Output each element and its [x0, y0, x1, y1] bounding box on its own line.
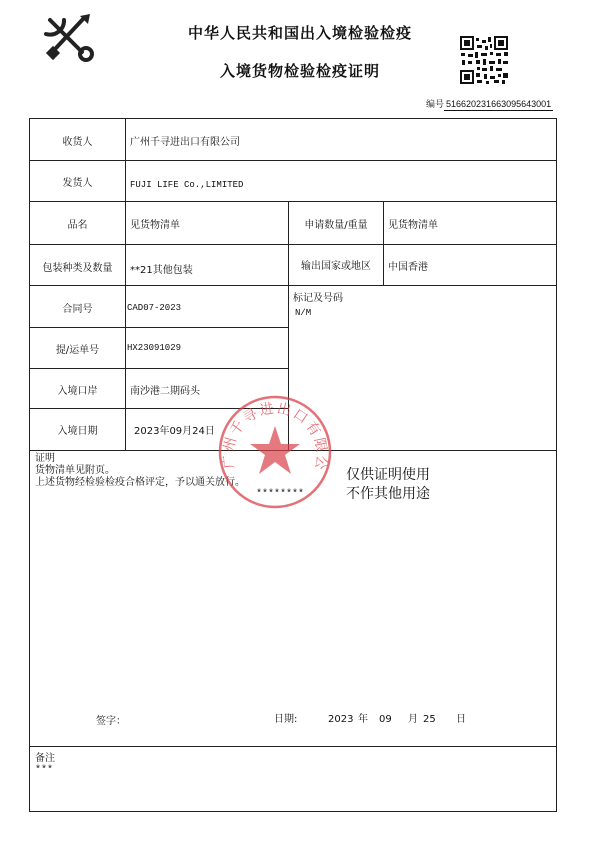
watermark-line-2: 不作其他用途 — [346, 486, 430, 502]
date-day: 25 — [423, 714, 436, 725]
consignor-value: FUJI LIFE Co.,LIMITED — [130, 180, 244, 190]
packaging-label: 包装种类及数量 — [42, 263, 113, 274]
contract-label: 合同号 — [62, 304, 93, 315]
entry-date-label: 入境日期 — [57, 426, 98, 437]
remarks-heading: 备注 — [35, 753, 55, 764]
consignee-label: 收货人 — [62, 137, 93, 148]
signature-label: 签字： — [96, 716, 126, 727]
goods-label: 品名 — [67, 220, 88, 231]
contract-value: CAD07-2023 — [127, 303, 182, 313]
port-value: 南沙港二期码头 — [130, 386, 200, 397]
date-month-unit: 月 — [408, 714, 418, 725]
certificate-stars: ******** — [256, 489, 305, 500]
date-year-unit: 年 — [358, 714, 368, 725]
quantity-value: 见货物清单 — [388, 220, 438, 231]
document-title: 中华人民共和国出入境检验检疫 — [187, 24, 412, 42]
consignor-label: 发货人 — [62, 178, 93, 189]
document-subtitle: 入境货物检验检疫证明 — [219, 62, 380, 80]
ciq-logo-icon — [40, 12, 100, 64]
origin-value: 中国香港 — [388, 262, 428, 273]
marks-label: 标记及号码 — [293, 293, 343, 304]
serial-label: 编号 — [426, 100, 445, 110]
consignee-value: 广州千寻进出口有限公司 — [130, 137, 240, 148]
marks-value: N/M — [295, 308, 312, 318]
certificate-heading: 证明 — [35, 453, 55, 464]
entry-date-value: 2023年09月24日 — [134, 426, 215, 437]
watermark-line-1: 仅供证明使用 — [346, 467, 430, 483]
quantity-label: 申请数量/重量 — [304, 220, 368, 231]
port-label: 入境口岸 — [57, 386, 98, 397]
serial-number — [426, 97, 553, 110]
remarks-value: *** — [35, 765, 54, 776]
serial-value: 516620231663095643001 — [446, 99, 552, 109]
date-label: 日期: — [274, 714, 298, 725]
bill-value: HX23091029 — [127, 343, 182, 353]
certificate-line-2: 上述货物经检验检疫合格评定，予以通关放行。 — [35, 477, 245, 488]
bill-label: 提/运单号 — [55, 345, 100, 356]
qr-code-icon — [460, 36, 508, 84]
company-seal-stamp — [215, 392, 335, 512]
goods-value: 见货物清单 — [130, 220, 180, 231]
packaging-value: **21其他包装 — [130, 265, 193, 276]
date-year: 2023 — [328, 714, 354, 725]
date-month: 09 — [379, 714, 392, 725]
origin-label: 输出国家或地区 — [301, 261, 371, 272]
seal-text: 广州千寻进出口有限公 — [220, 400, 330, 473]
date-day-unit: 日 — [456, 714, 466, 725]
certificate-line-1: 货物清单见附页。 — [35, 465, 115, 476]
